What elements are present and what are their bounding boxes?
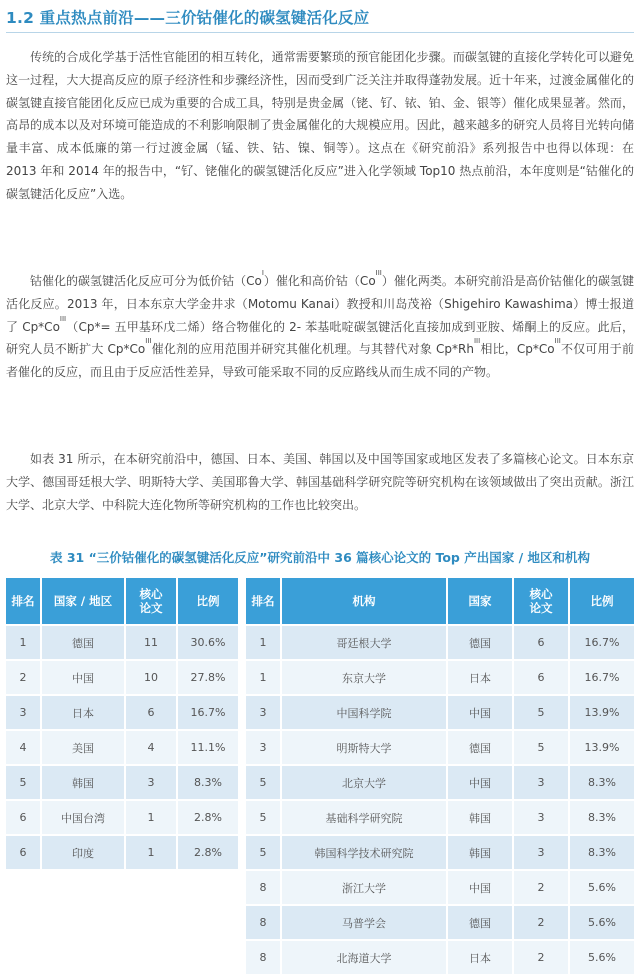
country-table-cell: 11.1% [178, 729, 238, 764]
country-table-row [6, 729, 238, 764]
paragraph-2 [6, 270, 634, 384]
institution-table-cell: 2 [514, 939, 570, 974]
country-table-cell: 1 [126, 834, 178, 869]
institution-table-cell: 哥廷根大学 [282, 624, 448, 659]
institution-table-cell: 8.3% [570, 834, 634, 869]
country-table-row [6, 834, 238, 869]
institution-table-cell: 中国 [448, 869, 514, 904]
institution-table-cell: 3 [514, 834, 570, 869]
institution-table-cell: 北海道大学 [282, 939, 448, 974]
institution-table-row [246, 729, 634, 764]
country-table-cell: 6 [126, 694, 178, 729]
institution-table-cell: 中国科学院 [282, 694, 448, 729]
section-title: 1.2 重点热点前沿——三价钴催化的碳氢键活化反应 [6, 9, 370, 27]
institution-table-cell: 日本 [448, 659, 514, 694]
country-table-row [6, 659, 238, 694]
institution-table-cell: 东京大学 [282, 659, 448, 694]
institution-table [246, 578, 634, 974]
country-table-cell: 30.6% [178, 624, 238, 659]
institution-table-cell: 中国 [448, 694, 514, 729]
country-table-cell: 16.7% [178, 694, 238, 729]
p2-text-a: 钴催化的碳氢键活化反应可分为低价钴（Co [30, 274, 262, 288]
institution-table-cell: 韩国科学技术研究院 [282, 834, 448, 869]
institution-table-cell: 2 [514, 869, 570, 904]
institution-table-header-cell: 机构 [282, 578, 448, 624]
country-table-cell: 1 [126, 799, 178, 834]
institution-table-cell: 8 [246, 904, 282, 939]
institution-table-cell: 13.9% [570, 729, 634, 764]
country-table-cell: 27.8% [178, 659, 238, 694]
institution-table-cell: 5 [514, 694, 570, 729]
p2-sup-1: I [261, 269, 264, 277]
country-table-cell: 3 [126, 764, 178, 799]
country-table-cell: 6 [6, 834, 42, 869]
p2-text-d: （Cp*= 五甲基环戊二烯）络合物催化的 2- 苯基吡啶碳氢键活化直接加成到亚胺、烯酮上的反应。此后，研究人员不断扩大 Cp*Co [6, 319, 634, 357]
p2-sup-4: III [145, 337, 152, 346]
title-divider [6, 32, 634, 33]
country-table-cell: 5 [6, 764, 42, 799]
country-table-cell: 10 [126, 659, 178, 694]
p2-sup-2: III [375, 269, 382, 277]
country-table-cell: 4 [6, 729, 42, 764]
institution-table-cell: 德国 [448, 624, 514, 659]
country-table-header-cell: 核心 论文 [126, 578, 178, 624]
country-table-row [6, 624, 238, 659]
country-table-row [6, 694, 238, 729]
institution-table-cell: 1 [246, 659, 282, 694]
country-table-cell: 2 [6, 659, 42, 694]
paragraph-1: 传统的合成化学基于活性官能团的相互转化，通常需要繁琐的预官能团化步骤。而碳氢键的直接化学转化可以避免这一过程，大大提高反应的原子经济性和步骤经济性，因而受到广泛关注并取得蓬勃发展。近十年来，过渡金属催化的碳氢键直接官能团化反应已成为重要的合成工具，特别是贵金属（铑、钌、铱、铂、金、银等）催化成果显著。然而，高昂的成本以及对环境可能造成的不利影响限制了贵金属催化的大规模应用。因此，越来越多的研究人员将目光转向储量丰富、成本低廉的第一行过渡金属（锰、铁、钴、镍、铜等）。这点在《研究前沿》系列报告中也得以体现：在 2013 年和 2014 年的报告中，“钌、铑催化的碳氢键活化反应”进入化学领域 Top10 热点前沿，本年度则是“钴催化的碳氢键活化反应”入选。 [6, 50, 634, 201]
country-table-cell: 6 [6, 799, 42, 834]
country-table-cell: 11 [126, 624, 178, 659]
institution-table-cell: 德国 [448, 904, 514, 939]
institution-table-row [246, 834, 634, 869]
institution-table-cell: 16.7% [570, 659, 634, 694]
p2-text-c: ）催化两类。本研究前沿是高价钴催化的碳氢键活化反应。2013 年，日本东京大学金井求（Motomu Kanai）教授和川岛茂裕（Shigehiro Kawashima）博士报道了 Cp*Co [6, 274, 634, 334]
country-table-header-cell: 国家 / 地区 [42, 578, 126, 624]
country-table-cell: 2.8% [178, 834, 238, 869]
institution-table-cell: 5 [246, 834, 282, 869]
institution-table-header-cell: 国家 [448, 578, 514, 624]
institution-table-cell: 中国 [448, 764, 514, 799]
institution-table-cell: 3 [514, 764, 570, 799]
institution-table-cell: 德国 [448, 729, 514, 764]
institution-table-cell: 1 [246, 624, 282, 659]
country-table-cell: 美国 [42, 729, 126, 764]
institution-table-cell: 13.9% [570, 694, 634, 729]
paragraph-3: 如表 31 所示，在本研究前沿中，德国、日本、美国、韩国以及中国等国家或地区发表了多篇核心论文。日本东京大学、德国哥廷根大学、明斯特大学、美国耶鲁大学、韩国基础科学研究院等研究机构在该领域做出了突出贡献。浙江大学、北京大学、中科院大连化物所等研究机构的工作也比较突出。 [6, 452, 634, 512]
country-table-cell: 德国 [42, 624, 126, 659]
institution-table-cell: 8.3% [570, 764, 634, 799]
institution-table-row [246, 694, 634, 729]
institution-table-header-cell: 比例 [570, 578, 634, 624]
institution-table-cell: 浙江大学 [282, 869, 448, 904]
table-caption: 表 31 “三价钴催化的碳氢键活化反应”研究前沿中 36 篇核心论文的 Top 产出国家 / 地区和机构 [49, 550, 590, 565]
institution-table-row [246, 624, 634, 659]
institution-table-cell: 基础科学研究院 [282, 799, 448, 834]
country-table-cell: 1 [6, 624, 42, 659]
institution-table-cell: 5.6% [570, 869, 634, 904]
country-table-cell: 3 [6, 694, 42, 729]
country-table-cell: 韩国 [42, 764, 126, 799]
institution-table-row [246, 869, 634, 904]
institution-table-cell: 5.6% [570, 939, 634, 974]
country-table-header-cell: 排名 [6, 578, 42, 624]
institution-table-header-cell: 核心 论文 [514, 578, 570, 624]
institution-table-cell: 5 [246, 764, 282, 799]
institution-table-row [246, 799, 634, 834]
institution-table-cell: 北京大学 [282, 764, 448, 799]
institution-table-cell: 5 [514, 729, 570, 764]
institution-table-cell: 日本 [448, 939, 514, 974]
p2-sup-3: III [59, 314, 67, 323]
institution-table-header [246, 578, 634, 624]
country-table-row [6, 799, 238, 834]
institution-table-cell: 韩国 [448, 834, 514, 869]
p2-text-e: 催化剂的应用范围并研究其催化机理。与其替代对象 Cp*Rh [151, 342, 474, 357]
institution-table-header-cell: 排名 [246, 578, 282, 624]
country-table-body [6, 624, 238, 869]
institution-table-cell: 5 [246, 799, 282, 834]
institution-table-row [246, 764, 634, 799]
institution-table-cell: 5.6% [570, 904, 634, 939]
country-table [6, 578, 238, 869]
institution-table-cell: 2 [514, 904, 570, 939]
country-table-cell: 中国台湾 [42, 799, 126, 834]
institution-table-row [246, 659, 634, 694]
institution-table-cell: 3 [246, 694, 282, 729]
country-table-header [6, 578, 238, 624]
institution-table-cell: 明斯特大学 [282, 729, 448, 764]
country-table-cell: 日本 [42, 694, 126, 729]
country-table-header-cell: 比例 [178, 578, 238, 624]
country-table-cell: 中国 [42, 659, 126, 694]
country-table-cell: 印度 [42, 834, 126, 869]
institution-table-cell: 马普学会 [282, 904, 448, 939]
institution-table-row [246, 904, 634, 939]
institution-table-row [246, 939, 634, 974]
institution-table-cell: 3 [246, 729, 282, 764]
country-table-row [6, 764, 238, 799]
p2-text-g: 不仅可用于前者催化的反应，而且由于反应活性差异，导致可能采取不同的反应路线从而生成不同的产物。 [6, 342, 634, 380]
p2-sup-5: III [473, 337, 481, 346]
institution-table-cell: 韩国 [448, 799, 514, 834]
p2-text-f: 相比，Cp*Co [480, 342, 555, 357]
country-table-cell: 8.3% [178, 764, 238, 799]
p2-sup-6: III [554, 337, 561, 346]
institution-table-cell: 8.3% [570, 799, 634, 834]
institution-table-cell: 3 [514, 799, 570, 834]
institution-table-cell: 8 [246, 869, 282, 904]
country-table-cell: 2.8% [178, 799, 238, 834]
institution-table-body [246, 624, 634, 974]
institution-table-cell: 8 [246, 939, 282, 974]
institution-table-cell: 6 [514, 624, 570, 659]
institution-table-cell: 16.7% [570, 624, 634, 659]
institution-table-cell: 6 [514, 659, 570, 694]
p2-text-b: ）催化和高价钴（Co [263, 274, 376, 288]
country-table-cell: 4 [126, 729, 178, 764]
